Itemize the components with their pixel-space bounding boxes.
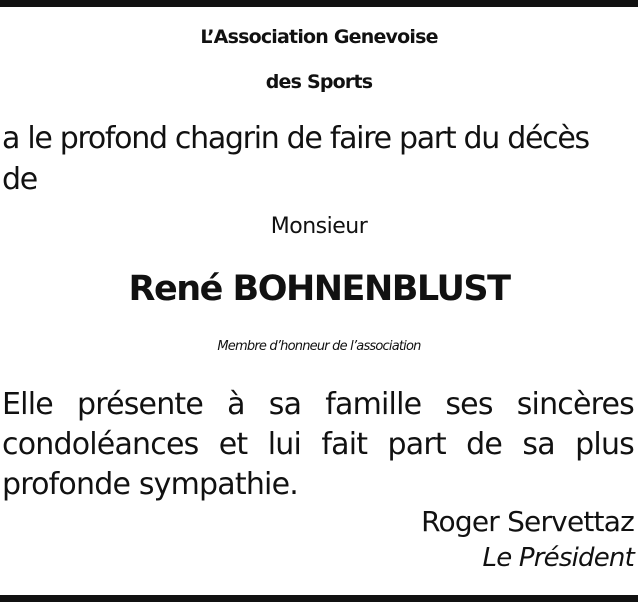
signatory-title: Le Président xyxy=(482,543,634,573)
intro-text-line1: a le profond chagrin de faire part du décès xyxy=(2,121,589,156)
intro-text-line2: de xyxy=(2,162,37,197)
message-line2: condoléances et lui fait part de sa plus xyxy=(2,427,634,462)
signatory-name: Roger Servettaz xyxy=(421,505,634,538)
message-line3: profonde sympathie. xyxy=(2,467,298,502)
honorific: Monsieur xyxy=(270,214,368,239)
organization-name-line2: des Sports xyxy=(265,71,373,93)
top-border xyxy=(0,0,638,7)
message-line1: Elle présente à sa famille ses sincères xyxy=(2,387,634,422)
deceased-role: Membre d’honneur de l’association xyxy=(217,339,421,354)
deceased-name: René BOHNENBLUST xyxy=(128,269,510,309)
bottom-border xyxy=(0,595,638,602)
organization-name-line1: L’Association Genevoise xyxy=(200,26,438,48)
